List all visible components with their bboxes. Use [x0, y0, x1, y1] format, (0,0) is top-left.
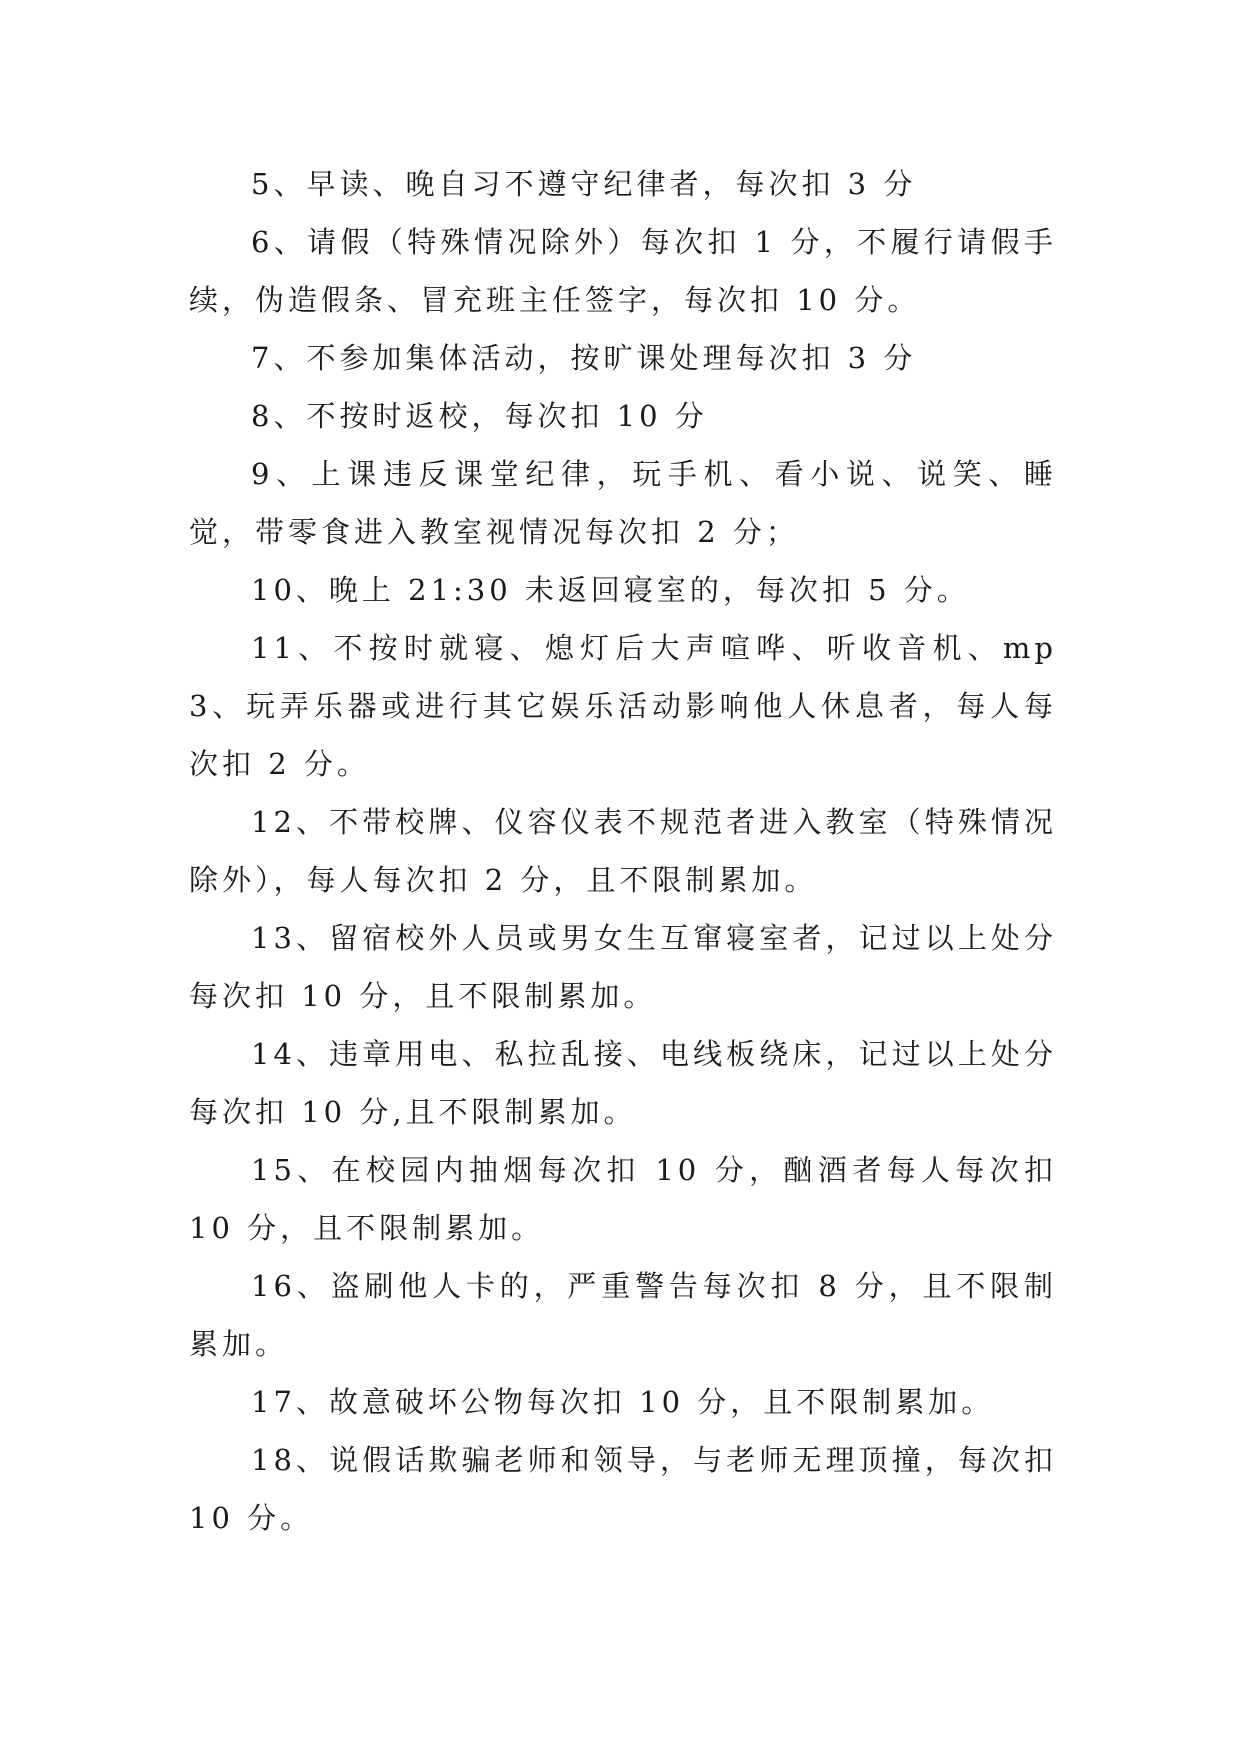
- rule-item-15: 15、在校园内抽烟每次扣 10 分，酗酒者每人每次扣 10 分，且不限制累加。: [189, 1153, 1057, 1245]
- rule-item-12: 12、不带校牌、仪容仪表不规范者进入教室（特殊情况除外），每人每次扣 2 分，且不限制累加。: [189, 805, 1057, 897]
- rule-item-14: 14、违章用电、私拉乱接、电线板绕床，记过以上处分每次扣 10 分,且不限制累加。: [189, 1037, 1057, 1129]
- rule-item-10: 10、晚上 21:30 未返回寝室的，每次扣 5 分。: [251, 573, 970, 607]
- rule-item-6: 6、请假（特殊情况除外）每次扣 1 分，不履行请假手续，伪造假条、冒充班主任签字，每次扣 10 分。: [189, 225, 1057, 317]
- rule-item-13: 13、留宿校外人员或男女生互窜寝室者，记过以上处分每次扣 10 分，且不限制累加。: [189, 921, 1057, 1013]
- rule-item-16: 16、盗刷他人卡的，严重警告每次扣 8 分，且不限制累加。: [189, 1269, 1057, 1361]
- rule-item-11: 11、不按时就寝、熄灯后大声喧哗、听收音机、mp3、玩弄乐器或进行其它娱乐活动影响他人休息者，每人每次扣 2 分。: [189, 631, 1057, 781]
- rule-item-7: 7、不参加集体活动，按旷课处理每次扣 3 分: [251, 341, 917, 375]
- rule-item-8: 8、不按时返校，每次扣 10 分: [251, 399, 708, 433]
- rule-item-18: 18、说假话欺骗老师和领导，与老师无理顶撞，每次扣 10 分。: [189, 1443, 1057, 1535]
- rule-item-9: 9、上课违反课堂纪律，玩手机、看小说、说笑、睡觉，带零食进入教室视情况每次扣 2 分；: [189, 457, 1057, 549]
- document-body: [189, 155, 1057, 1547]
- rule-item-5: 5、早读、晚自习不遵守纪律者，每次扣 3 分: [251, 167, 917, 201]
- rule-item-17: 17、故意破坏公物每次扣 10 分，且不限制累加。: [251, 1385, 995, 1419]
